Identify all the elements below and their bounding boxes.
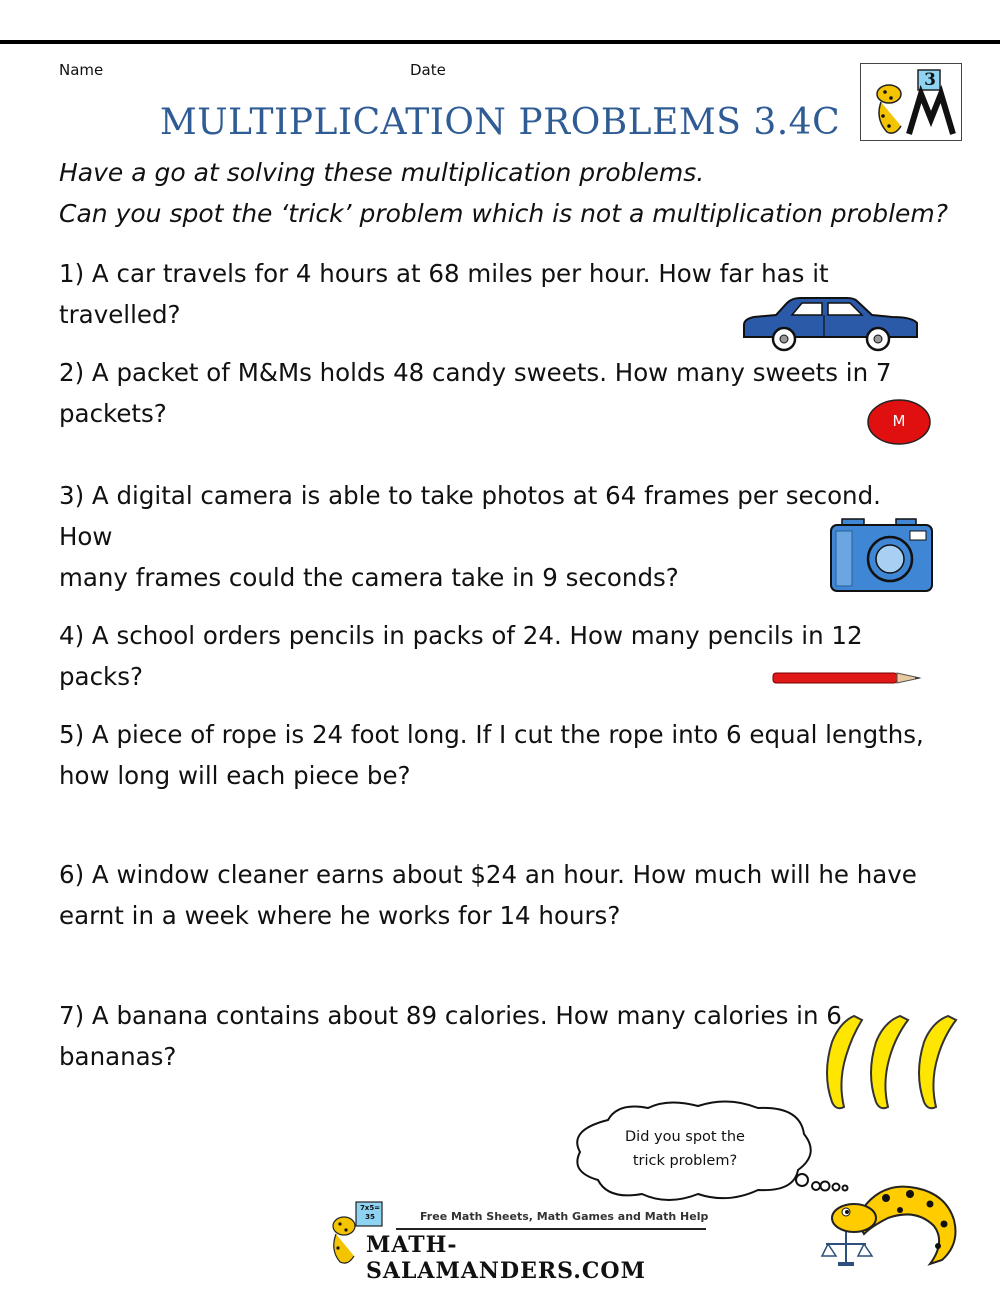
- question-3-line-1: 3) A digital camera is able to take photos at 64 frames per second. How: [59, 481, 881, 551]
- footer-logo-badge: 7x5= 35: [359, 1204, 381, 1221]
- question-2: [59, 352, 939, 434]
- footer-logo: [326, 1196, 716, 1284]
- candy-letter: M: [892, 412, 906, 430]
- intro-line-1: Have a go at solving these multiplication problems.: [59, 158, 705, 187]
- question-5: [59, 714, 939, 796]
- question-6-line-2: earnt in a week where he works for 14 hours?: [59, 901, 621, 930]
- footer-rule: [396, 1228, 706, 1230]
- camera-icon: [830, 517, 934, 593]
- footer-tagline: Free Math Sheets, Math Games and Math Help: [420, 1210, 709, 1223]
- date-label: Date: [410, 61, 446, 79]
- speech-bubble-line-2: trick problem?: [632, 1153, 738, 1169]
- speech-bubble-text: [596, 1125, 774, 1173]
- question-6: [59, 854, 939, 936]
- car-icon: [742, 295, 922, 355]
- intro-line-2: Can you spot the ‘trick’ problem which is not a multiplication problem?: [59, 199, 949, 228]
- speech-bubble-line-1: Did you spot the: [625, 1129, 745, 1145]
- question-2-line-1: 2) A packet of M&Ms holds 48 candy sweets. How many sweets in 7: [59, 358, 892, 387]
- question-7: [59, 995, 939, 1077]
- question-6-line-1: 6) A window cleaner earns about $24 an hour. How much will he have: [59, 860, 917, 889]
- question-7-line-2: bananas?: [59, 1042, 177, 1071]
- top-rule: [0, 40, 1000, 44]
- grade-badge: 3: [924, 70, 936, 90]
- question-7-line-1: 7) A banana contains about 89 calories. How many calories in 6: [59, 1001, 842, 1030]
- question-3-line-2: many frames could the camera take in 9 seconds?: [59, 563, 679, 592]
- question-2-line-2: packets?: [59, 399, 167, 428]
- question-5-line-2: how long will each piece be?: [59, 761, 411, 790]
- question-1-line-1: 1) A car travels for 4 hours at 68 miles per hour. How far has it travelled?: [59, 259, 829, 329]
- salamander-icon: [826, 1160, 976, 1270]
- banana-icon: [818, 1012, 968, 1116]
- footer-brand: MATH-SALAMANDERS.COM: [366, 1232, 646, 1284]
- pencil-icon: [772, 670, 926, 686]
- question-3: [59, 475, 939, 598]
- page-title: MULTIPLICATION PROBLEMS 3.4C: [159, 102, 841, 143]
- name-label: Name: [59, 61, 104, 79]
- question-4-line-1: 4) A school orders pencils in packs of 24. How many pencils in 12 packs?: [59, 621, 863, 691]
- question-5-line-1: 5) A piece of rope is 24 foot long. If I cut the rope into 6 equal lengths,: [59, 720, 924, 749]
